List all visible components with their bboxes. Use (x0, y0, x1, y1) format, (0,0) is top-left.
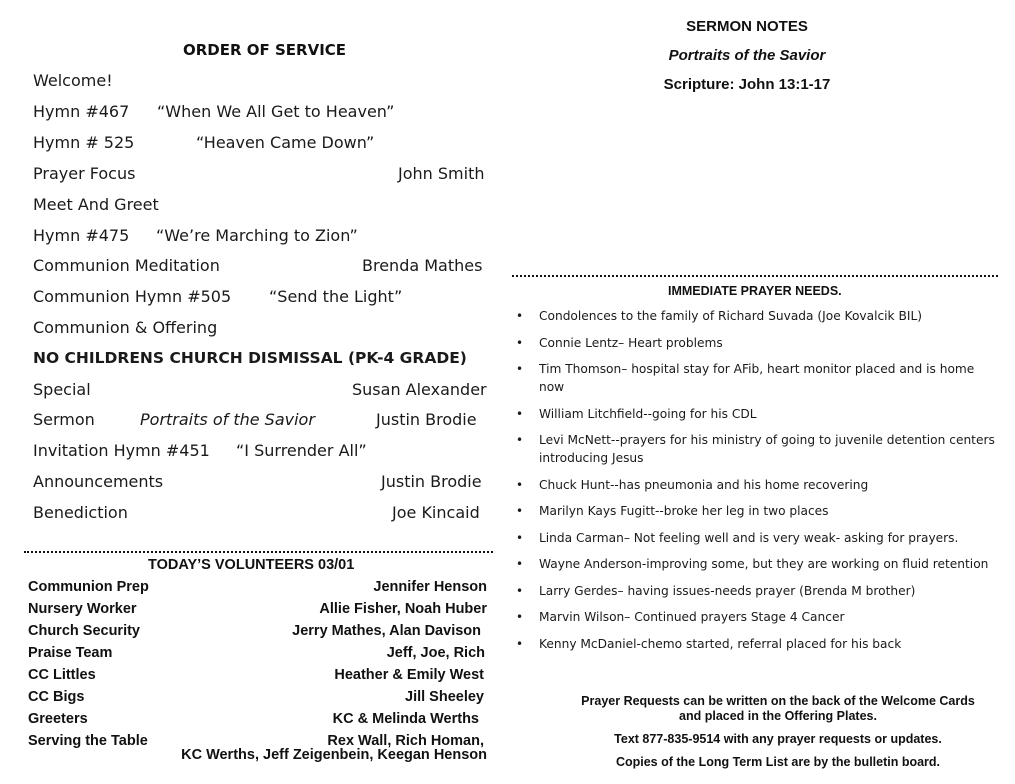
list-item: • Chuck Hunt--has pneumonia and his home recovering (516, 477, 869, 492)
prayer-request-footer (540, 694, 1015, 769)
service-item-announcements: Announcements (33, 472, 164, 491)
volunteer-role: Greeters (28, 711, 88, 727)
service-item-meet-greet: Meet And Greet (33, 195, 159, 214)
list-item: • Wayne Anderson-improving some, but they are working on fluid retention (516, 557, 989, 571)
volunteer-role: Communion Prep (28, 579, 149, 595)
bullet-icon: • (516, 406, 524, 421)
service-item-special: Special (33, 380, 91, 399)
sermon-notes-subtitle: Portraits of the Savior (668, 47, 826, 64)
bullet-icon: • (516, 335, 524, 350)
service-item-label: Welcome! (33, 71, 113, 90)
service-item-benediction: Benediction (33, 503, 128, 522)
section-divider (512, 275, 998, 277)
prayer-needs-list (512, 307, 997, 661)
service-item-welcome (33, 71, 113, 90)
footer-line: Copies of the Long Term List are by the bulletin board. (615, 755, 941, 769)
volunteer-role: CC Littles (28, 667, 96, 683)
service-item-invitation-hymn: Invitation Hymn #451 (33, 441, 210, 460)
service-item-leader: Justin Brodie (381, 472, 482, 491)
section-divider (24, 551, 493, 553)
volunteer-names: Heather & Emily West (334, 667, 484, 683)
bullet-icon: • (516, 557, 524, 571)
service-item-label: Hymn # 525 (33, 133, 135, 152)
footer-line: Prayer Requests can be written on the back of the Welcome Cards (581, 694, 975, 708)
volunteer-names: Jill Sheeley (405, 689, 484, 705)
sermon-notes-title: SERMON NOTES (686, 18, 808, 35)
service-item-leader: Susan Alexander (352, 380, 487, 399)
service-item-leader: John Smith (398, 164, 485, 183)
service-item-hymn-title: “We’re Marching to Zion” (156, 226, 358, 245)
list-item: • William Litchfield--going for his CDL (516, 406, 757, 421)
service-item-prayer-focus: Prayer Focus (33, 164, 136, 183)
volunteer-names: KC & Melinda Werths (332, 711, 479, 727)
prayer-needs-title: IMMEDIATE PRAYER NEEDS. (668, 284, 842, 298)
volunteer-role: CC Bigs (28, 689, 85, 705)
bullet-icon: • (516, 477, 524, 492)
volunteer-role: Church Security (28, 623, 140, 639)
bullet-icon: • (516, 636, 524, 651)
volunteer-role: Nursery Worker (28, 601, 137, 617)
service-item-childrens-church-notice: NO CHILDRENS CHURCH DISMISSAL (PK-4 GRADE) (33, 349, 467, 367)
service-item-communion-hymn: Communion Hymn #505 (33, 287, 232, 306)
list-item: • Condolences to the family of Richard Suvada (Joe Kovalcik BIL) (516, 309, 922, 323)
bullet-icon: • (516, 530, 524, 545)
bullet-icon: • (516, 504, 524, 518)
volunteer-names-continued: KC Werths, Jeff Zeigenbein, Keegan Henson (181, 747, 487, 763)
list-item: • Linda Carman– Not feeling well and is very weak- asking for prayers. (516, 530, 959, 545)
service-item-hymn-title: “Send the Light” (269, 287, 403, 306)
footer-line: and placed in the Offering Plates. (679, 709, 877, 723)
service-item-label: Hymn #467 (33, 102, 130, 121)
service-item-leader: Brenda Mathes (362, 256, 483, 275)
list-item: • Larry Gerdes– having issues-needs prayer (Brenda M brother) (516, 583, 916, 598)
list-item: • Marilyn Kays Fugitt--broke her leg in two places (516, 504, 829, 518)
volunteer-names: Jennifer Henson (373, 579, 487, 595)
volunteer-names: Jeff, Joe, Rich (386, 645, 485, 661)
list-item: • Levi McNett--prayers for his ministry of going to juvenile detention centers introducing Jesus (516, 433, 995, 465)
service-item-hymn-title: “I Surrender All” (236, 441, 367, 460)
bullet-icon: • (516, 433, 524, 447)
bullet-icon: • (516, 583, 524, 598)
service-item-leader: Joe Kincaid (392, 503, 480, 522)
bullet-icon: • (516, 362, 524, 376)
service-item-communion-meditation: Communion Meditation (33, 256, 220, 275)
service-item-hymn-525 (33, 133, 134, 152)
list-item: • Kenny McDaniel-chemo started, referral placed for his back (516, 636, 902, 651)
list-item: • Marvin Wilson– Continued prayers Stage 4 Cancer (516, 610, 845, 624)
volunteer-role: Serving the Table (28, 733, 148, 749)
service-item-leader: Justin Brodie (376, 410, 477, 429)
list-item: • Connie Lentz– Heart problems (516, 335, 723, 350)
volunteer-names: Rex Wall, Rich Homan, (327, 733, 484, 749)
order-of-service-title: ORDER OF SERVICE (183, 41, 347, 59)
bullet-icon: • (516, 610, 524, 624)
service-item-hymn-title: “When We All Get to Heaven” (157, 102, 395, 121)
footer-line: Text 877-835-9514 with any prayer requests or updates. (614, 732, 942, 746)
service-item-sermon-title: Portraits of the Savior (140, 410, 315, 429)
list-item: • Tim Thomson– hospital stay for AFib, heart monitor placed and is home now (516, 362, 975, 394)
sermon-notes-scripture: Scripture: John 13:1-17 (663, 76, 831, 93)
service-item-hymn-475: Hymn #475 (33, 226, 130, 245)
volunteers-title: TODAY’S VOLUNTEERS 03/01 (148, 557, 355, 573)
service-item-hymn-title: “Heaven Came Down” (196, 133, 375, 152)
service-item-hymn-467 (33, 102, 129, 121)
service-item-communion-offering: Communion & Offering (33, 318, 218, 337)
volunteer-names: Jerry Mathes, Alan Davison (292, 623, 481, 639)
volunteer-names: Allie Fisher, Noah Huber (319, 601, 487, 617)
volunteer-role: Praise Team (28, 645, 113, 661)
bullet-icon: • (516, 309, 524, 323)
service-item-sermon: Sermon (33, 410, 95, 429)
sermon-notes-header (512, 18, 982, 93)
